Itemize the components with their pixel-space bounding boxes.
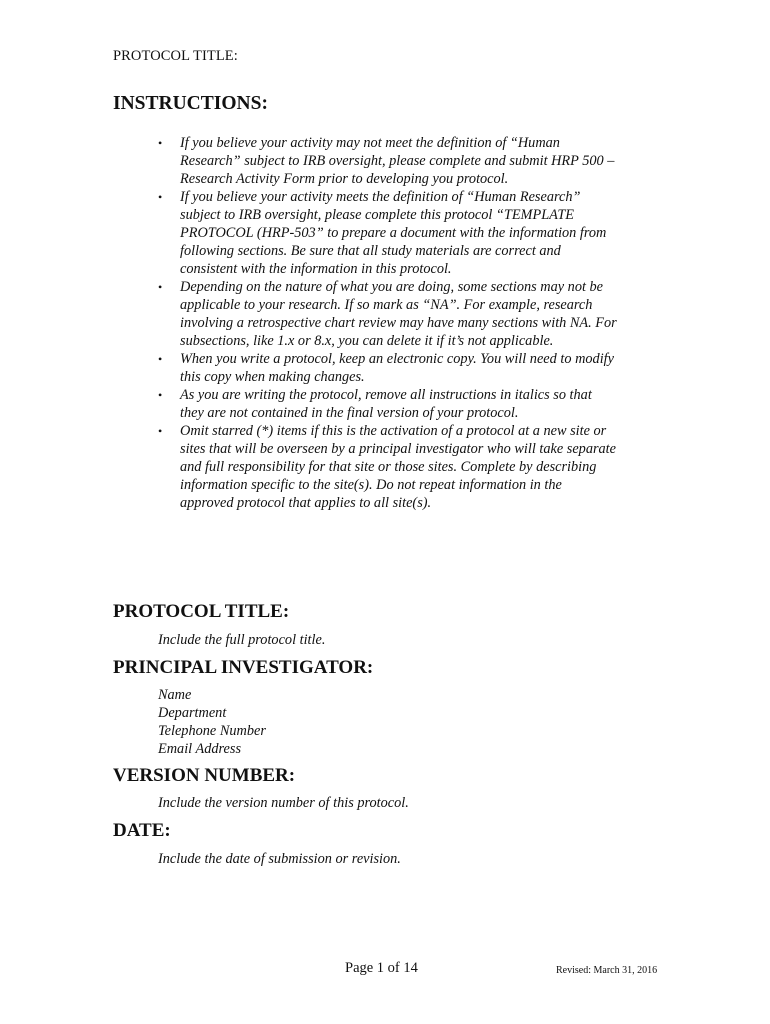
bullet-icon: • bbox=[158, 388, 163, 402]
bullet-icon: • bbox=[158, 280, 163, 294]
principal-investigator-details bbox=[158, 686, 673, 758]
pi-telephone-placeholder[interactable]: Telephone Number bbox=[158, 723, 266, 739]
protocol-title-section bbox=[113, 600, 673, 649]
instruction-item bbox=[155, 188, 617, 278]
date-section bbox=[113, 819, 673, 868]
version-number-heading: VERSION NUMBER: bbox=[113, 765, 296, 786]
instruction-item bbox=[155, 350, 617, 386]
bullet-icon: • bbox=[158, 136, 163, 150]
date-placeholder[interactable]: Include the date of submission or revision. bbox=[158, 851, 401, 867]
instruction-item bbox=[155, 134, 617, 188]
instruction-text: Omit starred (*) items if this is the activation of a protocol at a new site or sites that will be overseen by a principal investigator who will take separate and full responsibility for that site or those sites. Complete by describing information specific to the site(s). Do not repeat information in the approved protocol that applies to all site(s). bbox=[180, 423, 616, 511]
principal-investigator-section bbox=[113, 656, 673, 758]
bullet-icon: • bbox=[158, 424, 163, 438]
instruction-item bbox=[155, 422, 617, 512]
pi-email-placeholder[interactable]: Email Address bbox=[158, 741, 242, 757]
instruction-text: Depending on the nature of what you are doing, some sections may not be applicable to your research. If so mark as “NA”. For example, research involving a retrospective chart review may have many sections with NA. For subsections, like 1.x or 8.x, you can delete it if it’s not applicable. bbox=[180, 279, 617, 349]
instruction-item bbox=[155, 386, 617, 422]
revised-date: Revised: March 31, 2016 bbox=[556, 965, 658, 976]
header-protocol-title-label: PROTOCOL TITLE: bbox=[113, 48, 238, 64]
instruction-text: If you believe your activity may not meet the definition of “Human Research” subject to IRB oversight, please complete and submit HRP 500 – Research Activity Form prior to developing you protocol. bbox=[180, 135, 615, 187]
instructions-list bbox=[155, 134, 617, 512]
date-heading: DATE: bbox=[113, 820, 171, 841]
protocol-title-heading: PROTOCOL TITLE: bbox=[113, 601, 290, 622]
pi-name-placeholder[interactable]: Name bbox=[158, 687, 192, 703]
instructions-heading: INSTRUCTIONS: bbox=[113, 93, 268, 114]
instruction-text: If you believe your activity meets the definition of “Human Research” subject to IRB oversight, please complete this protocol “TEMPLATE PROTOCOL (HRP-503” to prepare a document with the information from following sections. Be sure that all study materials are correct and consistent with the information in this protocol. bbox=[180, 189, 607, 277]
instruction-text: When you write a protocol, keep an electronic copy. You will need to modify this copy when making changes. bbox=[180, 351, 614, 385]
instruction-item bbox=[155, 278, 617, 350]
bullet-icon: • bbox=[158, 190, 163, 204]
principal-investigator-heading: PRINCIPAL INVESTIGATOR: bbox=[113, 657, 374, 678]
page-number: Page 1 of 14 bbox=[345, 960, 418, 976]
version-number-placeholder[interactable]: Include the version number of this protocol. bbox=[158, 795, 409, 811]
instruction-text: As you are writing the protocol, remove all instructions in italics so that they are not contained in the final version of your protocol. bbox=[180, 387, 592, 421]
protocol-title-placeholder[interactable]: Include the full protocol title. bbox=[158, 632, 326, 648]
bullet-icon: • bbox=[158, 352, 163, 366]
pi-department-placeholder[interactable]: Department bbox=[158, 705, 227, 721]
version-number-section bbox=[113, 764, 673, 812]
